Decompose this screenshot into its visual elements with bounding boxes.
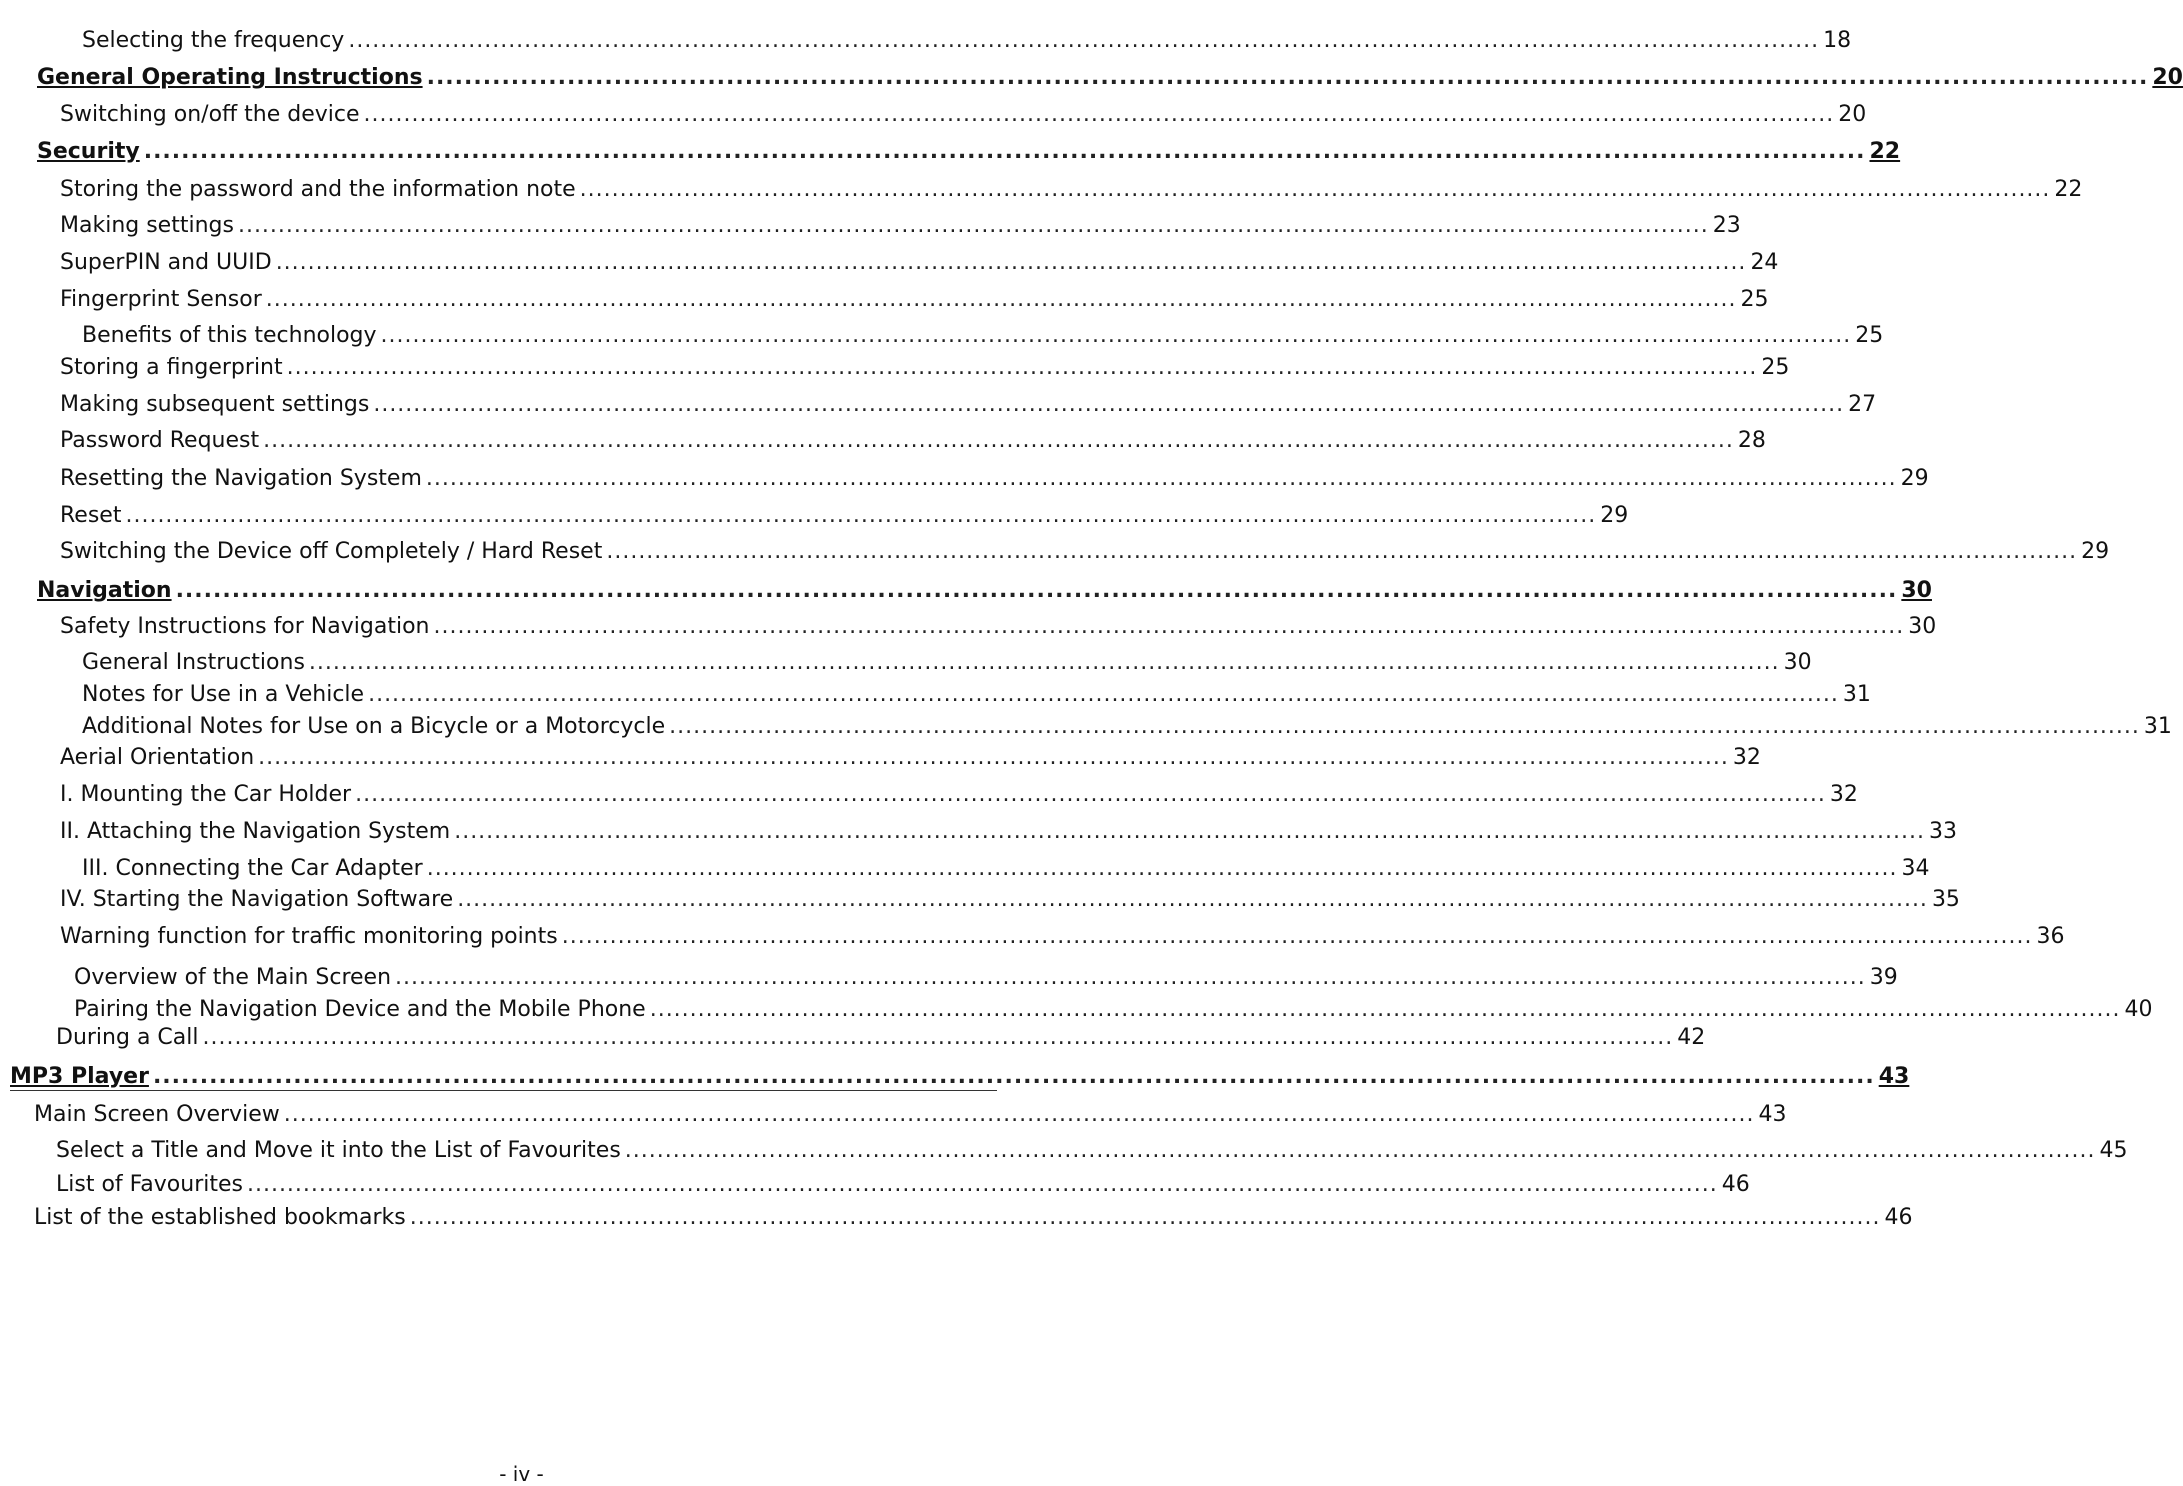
toc-leader-dots: ........................................................................................................................................................................................ — [125, 503, 1597, 528]
toc-entry-page: 40 — [2124, 997, 2153, 1022]
toc-leader-dots: ........................................................................................................................................................................................ — [355, 782, 1826, 807]
toc-entry-title: Overview of the Main Screen — [74, 965, 392, 990]
toc-entry-page: 24 — [1750, 250, 1779, 275]
toc-entry[interactable] — [60, 465, 1929, 493]
toc-entry-page: 25 — [1761, 355, 1790, 380]
toc-entry-title: General Operating Instructions — [37, 65, 423, 90]
toc-leader-dots: ........................................................................................................................................................................................ — [308, 650, 1780, 675]
toc-entry[interactable] — [60, 538, 2110, 566]
toc-entry-title: Pairing the Navigation Device and the Mobile Phone — [74, 997, 646, 1022]
toc-entry-page: 32 — [1732, 745, 1761, 770]
toc-entry-title: Security — [37, 139, 140, 164]
toc-entry-title: Selecting the frequency — [82, 28, 345, 53]
toc-entry-page: 35 — [1931, 887, 1960, 912]
toc-entry[interactable] — [60, 886, 1960, 914]
toc-leader-dots: ........................................................................................................................................................................................ — [669, 714, 2140, 739]
toc-entry[interactable] — [60, 354, 1790, 382]
toc-entry[interactable] — [56, 1171, 1750, 1199]
toc-chapter-entry[interactable] — [37, 577, 1932, 605]
toc-leader-dots: ........................................................................................................................................................................................ — [426, 856, 1898, 881]
toc-entry-page: 29 — [1900, 466, 1929, 491]
toc-entry-title: Benefits of this technology — [82, 323, 377, 348]
toc-entry-page: 30 — [1901, 578, 1932, 603]
toc-entry-page: 30 — [1783, 650, 1812, 675]
toc-entry-page: 31 — [2143, 714, 2172, 739]
toc-entry-title: III. Connecting the Car Adapter — [82, 856, 423, 881]
toc-leader-dots: ........................................................................................................................................................................................ — [175, 578, 1898, 603]
toc-entry-title: II. Attaching the Navigation System — [60, 819, 451, 844]
toc-leader-dots: ........................................................................................................................................................................................ — [363, 102, 1835, 127]
toc-entry-page: 25 — [1855, 323, 1884, 348]
toc-entry-page: 20 — [1838, 102, 1867, 127]
toc-entry[interactable] — [82, 855, 1930, 883]
toc-entry-page: 43 — [1758, 1102, 1787, 1127]
toc-entry-page: 27 — [1848, 392, 1877, 417]
toc-entry-page: 33 — [1928, 819, 1957, 844]
toc-entry-title: Aerial Orientation — [60, 745, 255, 770]
toc-entry-title: I. Mounting the Car Holder — [60, 782, 352, 807]
toc-entry-title: Main Screen Overview — [34, 1102, 280, 1127]
toc-entry-title: List of Favourites — [56, 1172, 243, 1197]
toc-entry-title: Reset — [60, 503, 122, 528]
toc-chapter-entry[interactable] — [37, 64, 2183, 92]
toc-entry-page: 29 — [1600, 503, 1629, 528]
toc-entry-page: 34 — [1901, 856, 1930, 881]
toc-entry-title: Notes for Use in a Vehicle — [82, 682, 365, 707]
toc-chapter-entry[interactable] — [10, 1063, 1910, 1091]
toc-entry-page: 25 — [1740, 287, 1769, 312]
toc-entry-title: MP3 Player — [10, 1064, 149, 1089]
toc-leader-dots: ........................................................................................................................................................................................ — [286, 355, 1758, 380]
toc-entry[interactable] — [74, 996, 2153, 1024]
toc-entry-title: Additional Notes for Use on a Bicycle or a Motorcycle — [82, 714, 666, 739]
toc-leader-dots: ........................................................................................................................................................................................ — [606, 539, 2078, 564]
toc-entry-page: 22 — [2054, 177, 2083, 202]
toc-entry[interactable] — [82, 27, 1852, 55]
toc-entry-title: Switching the Device off Completely / Hard Reset — [60, 539, 603, 564]
toc-entry[interactable] — [60, 391, 1877, 419]
toc-leader-dots: ........................................................................................................................................................................................ — [368, 682, 1839, 707]
toc-entry-page: 36 — [2036, 924, 2065, 949]
toc-entry[interactable] — [82, 681, 1871, 709]
toc-entry-page: 30 — [1908, 614, 1937, 639]
toc-entry-title: Warning function for traffic monitoring points — [60, 924, 558, 949]
toc-entry-title: Password Request — [60, 428, 260, 453]
toc-leader-dots: ........................................................................................................................................................................................ — [246, 1172, 1718, 1197]
toc-chapter-entry[interactable] — [37, 138, 1901, 166]
page-number-footer: - iv - — [499, 1462, 544, 1486]
toc-entry-title: During a Call — [56, 1025, 199, 1050]
toc-entry-title: Storing a fingerprint — [60, 355, 283, 380]
toc-entry[interactable] — [60, 176, 2083, 204]
toc-leader-dots: ........................................................................................................................................................................................ — [202, 1025, 1674, 1050]
toc-leader-dots: ........................................................................................................................................................................................ — [237, 213, 1709, 238]
toc-entry[interactable] — [34, 1101, 1787, 1129]
toc-entry-page: 32 — [1829, 782, 1858, 807]
toc-entry-page: 46 — [1721, 1172, 1750, 1197]
toc-entry-title: Select a Title and Move it into the List of Favourites — [56, 1138, 621, 1163]
toc-leader-dots: ........................................................................................................................................................................................ — [263, 428, 1734, 453]
toc-entry-title: Navigation — [37, 578, 172, 603]
toc-entry[interactable] — [60, 923, 2065, 951]
toc-entry-title: Storing the password and the information note — [60, 177, 576, 202]
toc-entry[interactable] — [60, 101, 1867, 129]
toc-entry[interactable] — [60, 818, 1957, 846]
toc-entry[interactable] — [60, 781, 1858, 809]
toc-leader-dots: ........................................................................................................................................................................................ — [373, 392, 1845, 417]
toc-entry-page: 28 — [1737, 428, 1766, 453]
toc-entry-page: 31 — [1842, 682, 1871, 707]
toc-entry-title: Making subsequent settings — [60, 392, 370, 417]
toc-entry-page: 46 — [1884, 1205, 1913, 1230]
toc-entry-page: 39 — [1869, 965, 1898, 990]
toc-entry-title: General Instructions — [82, 650, 305, 675]
toc-leader-dots: ........................................................................................................................................................................................ — [624, 1138, 2096, 1163]
toc-entry[interactable] — [82, 322, 1884, 350]
toc-entry[interactable] — [60, 427, 1766, 455]
toc-entry[interactable] — [60, 502, 1629, 530]
toc-leader-dots: ........................................................................................................................................................................................ — [409, 1205, 1881, 1230]
toc-leader-dots: ........................................................................................................................................................................................ — [348, 28, 1820, 53]
toc-leader-dots: ........................................................................................................................................................................................ — [152, 1064, 1875, 1089]
toc-entry-title: IV. Starting the Navigation Software — [60, 887, 454, 912]
toc-entry[interactable] — [60, 286, 1769, 314]
toc-leader-dots: ........................................................................................................................................................................................ — [454, 819, 1925, 844]
toc-leader-dots: ........................................................................................................................................................................................ — [395, 965, 1866, 990]
toc-leader-dots: ........................................................................................................................................................................................ — [457, 887, 1928, 912]
toc-entry-page: 42 — [1677, 1025, 1706, 1050]
toc-entry-page: 22 — [1869, 139, 1901, 164]
toc-entry[interactable] — [60, 212, 1741, 240]
toc-entry-page: 20 — [2152, 65, 2183, 90]
toc-entry[interactable] — [56, 1137, 2128, 1165]
toc-leader-dots: ........................................................................................................................................................................................ — [380, 323, 1852, 348]
toc-entry[interactable] — [60, 613, 1937, 641]
toc-entry[interactable] — [10, 1090, 997, 1091]
toc-entry-page: 23 — [1712, 213, 1741, 238]
toc-leader-dots: ........................................................................................................................................................................................ — [143, 139, 1866, 164]
toc-leader-dots: ........................................................................................................................................................................................ — [265, 287, 1737, 312]
toc-entry-title: Fingerprint Sensor — [60, 287, 262, 312]
toc-leader-dots: ........................................................................................................................................................................................ — [283, 1102, 1755, 1127]
toc-entry[interactable] — [82, 713, 2172, 741]
toc-entry-title: Resetting the Navigation System — [60, 466, 422, 491]
toc-entry-title: Safety Instructions for Navigation — [60, 614, 430, 639]
toc-leader-dots: ........................................................................................................................................................................................ — [561, 924, 2033, 949]
toc-entry[interactable] — [74, 964, 1898, 992]
toc-entry-page: 45 — [2099, 1138, 2128, 1163]
toc-leader-dots: ........................................................................................................................................................................................ — [433, 614, 1905, 639]
toc-entry-page: 43 — [1878, 1064, 1910, 1089]
toc-entry-title: List of the established bookmarks — [34, 1205, 406, 1230]
toc-entry[interactable] — [82, 649, 1812, 677]
toc-entry-title: Making settings — [60, 213, 234, 238]
toc-leader-dots: ........................................................................................................................................................................................ — [425, 466, 1897, 491]
toc-leader-dots: ........................................................................................................................................................................................ — [426, 65, 2149, 90]
toc-entry[interactable] — [60, 249, 1779, 277]
toc-entry-page: 29 — [2081, 539, 2110, 564]
toc-entry[interactable] — [60, 744, 1761, 772]
toc-leader-dots: ........................................................................................................................................................................................ — [579, 177, 2051, 202]
toc-entry[interactable] — [34, 1204, 1913, 1232]
toc-leader-dots: ........................................................................................................................................................................................ — [649, 997, 2121, 1022]
toc-leader-dots: ........................................................................................................................................................................................ — [258, 745, 1729, 770]
toc-entry-title: SuperPIN and UUID — [60, 250, 272, 275]
toc-leader-dots: ........................................................................................................................................................................................ — [275, 250, 1747, 275]
toc-entry[interactable] — [56, 1024, 1706, 1052]
toc-entry-page: 18 — [1823, 28, 1852, 53]
toc-entry-title: Switching on/off the device — [60, 102, 360, 127]
